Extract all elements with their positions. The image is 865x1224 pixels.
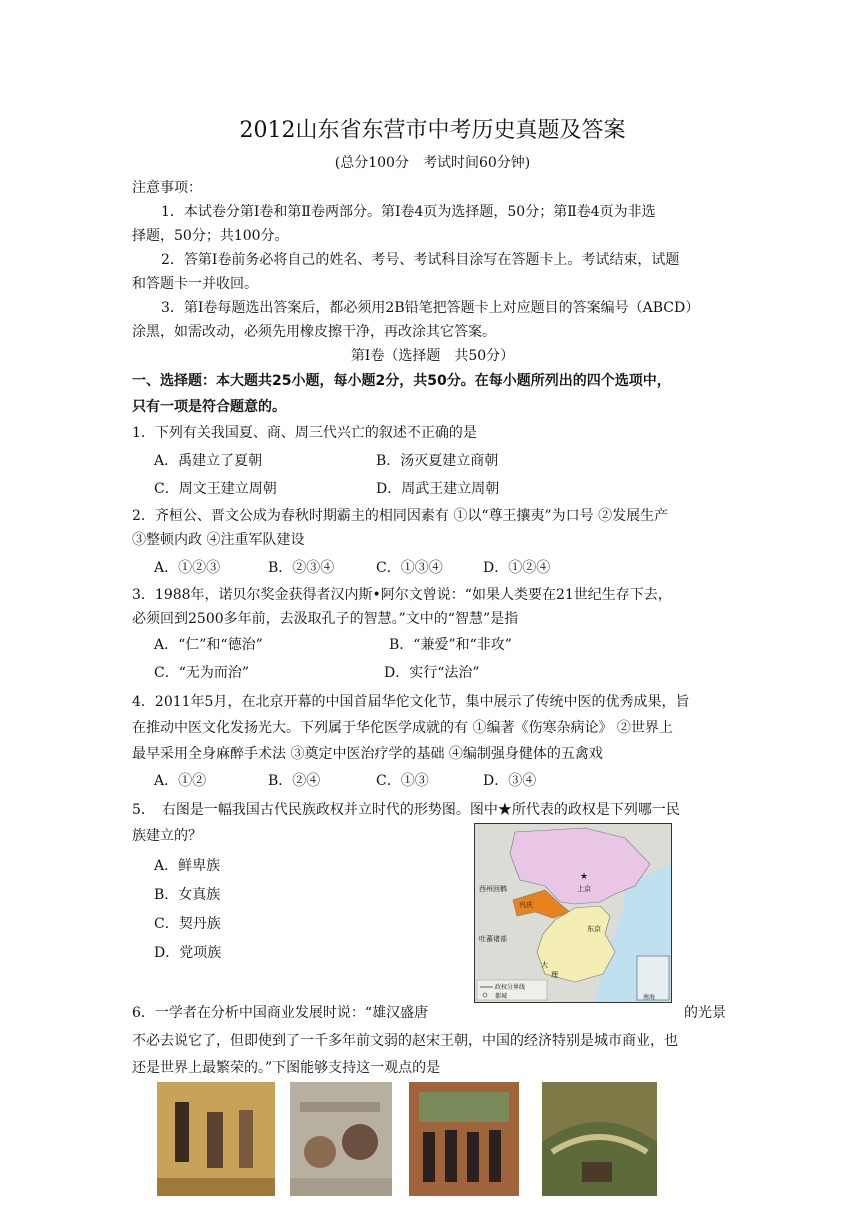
map-legend: 政权分界线 (495, 984, 526, 991)
notice-line: 和答题卡一并收回。 (132, 276, 258, 292)
section-title: 第Ⅰ卷（选择题 共50分） (350, 348, 515, 364)
notice-line: 3．第Ⅰ卷每题选出答案后，都必须用2B铅笔把答题卡上对应题目的答案编号（ABCD） (161, 300, 700, 316)
option: C．周文王建立周朝 (154, 481, 277, 497)
notice-line: 涂黑，如需改动，必须先用橡皮擦干净，再改涂其它答案。 (132, 324, 496, 340)
instructions-line: 一、选择题：本大题共25小题，每小题2分，共50分。在每小题所列出的四个选项中， (132, 373, 671, 389)
notice-line: 择题，50分；共100分。 (132, 228, 289, 244)
notice-heading: 注意事项： (132, 180, 202, 196)
question-stem: 最早采用全身麻醉手术法 ③奠定中医治疗学的基础 ④编制强身健体的五禽戏 (132, 746, 603, 762)
painting-image (542, 1082, 657, 1196)
option: D．实行“法治” (384, 665, 480, 681)
painting-image (157, 1082, 275, 1196)
question-stem: 5． 右图是一幅我国古代民族政权并立时代的形势图。图中★所代表的政权是下列哪一民 (132, 802, 680, 818)
option: B．②③④ (268, 560, 335, 576)
question-stem: 必须回到2500多年前，去汲取孔子的智慧。”文中的“智慧”是指 (132, 611, 519, 627)
map-star-icon: ★ (580, 872, 589, 882)
option: B．女真族 (154, 887, 221, 903)
map-label: 理 (551, 971, 558, 979)
exam-subtitle: (总分100分 考试时间60分钟) (334, 155, 531, 171)
question-stem: 4．2011年5月，在北京开幕的中国首届华佗文化节，集中展示了传统中医的优秀成果，旨 (132, 694, 690, 710)
option: A．鲜卑族 (154, 858, 221, 874)
question-stem: 的光景 (684, 1005, 726, 1021)
map-legend: 都城 (495, 993, 508, 1000)
option: B．②④ (268, 773, 321, 789)
option: A．“仁”和“德治” (154, 637, 263, 653)
notice-line: 2．答第Ⅰ卷前务必将自己的姓名、考号、考试科目涂写在答题卡上。考试结束，试题 (161, 252, 680, 268)
map-label: 南海 (643, 994, 656, 1001)
page-title: 2012山东省东营市中考历史真题及答案 (239, 118, 626, 143)
map-label: 吐蕃诸部 (479, 935, 507, 943)
question-stem: ③整顿内政 ④注重军队建设 (132, 532, 305, 548)
option: B．汤灭夏建立商朝 (376, 453, 499, 469)
instructions-line: 只有一项是符合题意的。 (132, 399, 286, 415)
option: D．③④ (483, 773, 537, 789)
question-stem: 6．一学者在分析中国商业发展时说：“雄汉盛唐 (132, 1005, 429, 1021)
question-stem: 3．1988年，诺贝尔奖金获得者汉内斯•阿尔文曾说：“如果人类要在21世纪生存下去， (132, 587, 672, 603)
question-stem: 2．齐桓公、晋文公成为春秋时期霸主的相同因素有 ①以“尊王攘夷”为口号 ②发展生产 (132, 508, 669, 524)
painting-image (409, 1082, 519, 1196)
option: D．党项族 (154, 945, 222, 961)
notice-line: 1．本试卷分第Ⅰ卷和第Ⅱ卷两部分。第Ⅰ卷4页为选择题，50分；第Ⅱ卷4页为非选 (161, 204, 656, 220)
question-stem: 族建立的？ (132, 828, 202, 844)
option: C．①③④ (376, 560, 443, 576)
map-label: 大 (541, 961, 548, 969)
question-stem: 在推动中医文化发扬光大。下列属于华佗医学成就的有 ①编著《伤寒杂病论》 ②世界上 (132, 720, 673, 736)
option: A．①② (154, 773, 207, 789)
option: C．契丹族 (154, 916, 221, 932)
map-label: 西州回鹘 (479, 885, 507, 893)
question-stem: 1．下列有关我国夏、商、周三代兴亡的叙述不正确的是 (132, 425, 477, 441)
option: A．①②③ (154, 560, 221, 576)
question-stem: 不必去说它了，但即使到了一千多年前文弱的赵宋王朝，中国的经济特别是城市商业，也 (132, 1033, 678, 1049)
option: C．①③ (376, 773, 429, 789)
option: D．周武王建立周朝 (376, 481, 500, 497)
painting-image (290, 1082, 392, 1196)
map-label: 东京 (587, 925, 601, 933)
option: C．“无为而治” (154, 665, 250, 681)
map-label: 兴庆 (519, 901, 533, 909)
option: A．禹建立了夏朝 (154, 453, 263, 469)
option: D．①②④ (483, 560, 551, 576)
question-stem: 还是世界上最繁荣的。”下图能够支持这一观点的是 (132, 1060, 441, 1076)
historical-map (474, 823, 672, 1003)
map-label: 上京 (577, 885, 591, 893)
option: B．“兼爱”和“非攻” (389, 637, 512, 653)
